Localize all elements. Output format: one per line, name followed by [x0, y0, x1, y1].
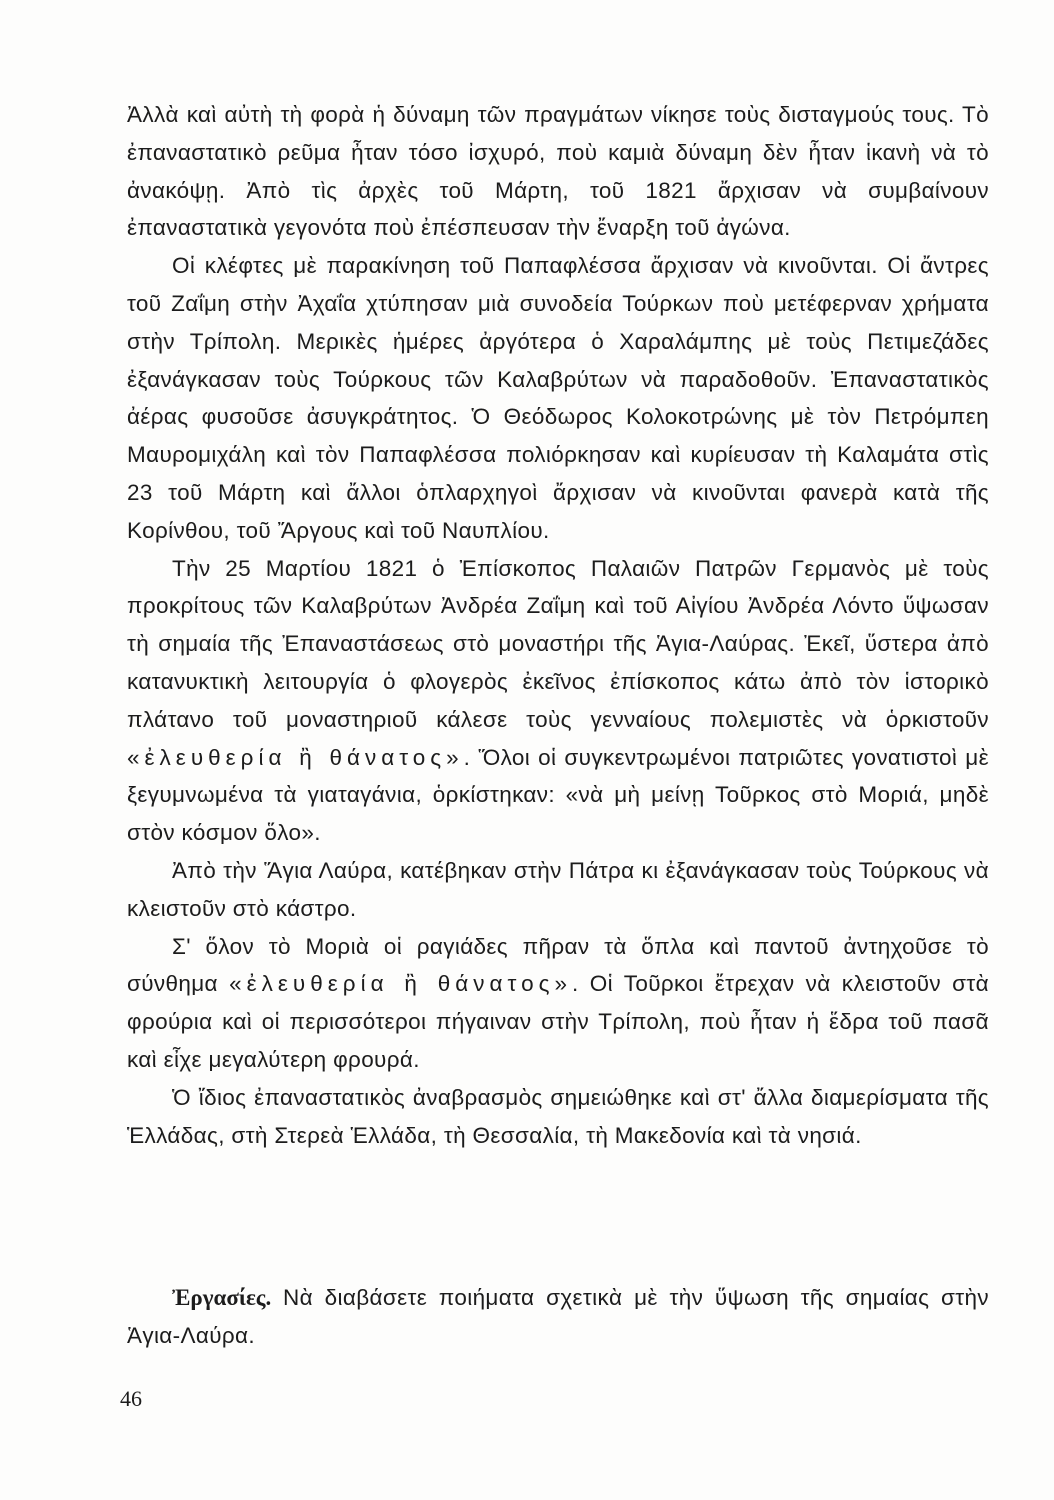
tasks-label: Ἐργασίες. — [172, 1285, 272, 1310]
paragraph-text: Ἀπὸ τὴν Ἅγια Λαύρα, κατέβηκαν στὴν Πάτρα κι ἐξανάγκασαν τοὺς Τούρκους νὰ κλειστοῦν στὸ κάστρο. — [127, 857, 989, 921]
paragraph-text: Ὁ ἴδιος ἐπαναστατικὸς ἀναβρασμὸς σημειώθηκε καὶ στ' ἄλλα διαμερίσματα τῆς Ἑλλάδας, στὴ Στερεὰ Ἑλλάδα, τὴ Θεσσαλία, τὴ Μακεδονία καὶ τὰ νησιά. — [127, 1084, 989, 1148]
paragraph-text: Σ' ὅλον τὸ Μοριὰ οἱ ραγιάδες πῆραν τὰ ὅπλα καὶ παντοῦ ἀντηχοῦσε τὸ σύνθημα — [127, 933, 989, 997]
paragraph — [127, 550, 989, 852]
paragraph-text: . Οἱ Τοῦρκοι ἔτρεχαν νὰ κλειστοῦν στὰ φρούρια καὶ οἱ περισσότεροι πήγαιναν στὴν Τρίπολη, ποὺ ἦταν ἡ ἕδρα τοῦ πασᾶ καὶ εἶχε μεγαλύτερη φρουρά. — [127, 971, 989, 1072]
paragraph-text: Οἱ κλέφτες μὲ παρακίνηση τοῦ Παπαφλέσσα ἄρχισαν νὰ κινοῦνται. Οἱ ἄντρες τοῦ Ζαΐμη στὴν Ἀχαΐα χτύπησαν μιὰ συνοδεία Τούρκων ποὺ μετέφερναν χρήματα στὴν Τρίπολη. Μερικὲς ἡμέρες ἀργότερα ὁ Χαραλάμπης μὲ τοὺς Πετιμεζάδες ἐξανάγκασαν τοὺς Τούρκους τῶν Καλαβρύτων νὰ παραδοθοῦν. Ἐπαναστατικὸς ἀέρας φυσοῦσε ἀσυγκράτητος. Ὁ Θεόδωρος Κολοκοτρώνης μὲ τὸν Πετρόμπεη Μαυρομιχάλη καὶ τὸν Παπαφλέσσα πολιόρκησαν καὶ κυρίευσαν τὴ Καλαμάτα στὶς 23 τοῦ Μάρτη καὶ ἄλλοι ὁπλαρχηγοὶ ἄρχισαν νὰ κινοῦνται φανερὰ κατὰ τῆς Κορίνθου, τοῦ Ἄργους καὶ τοῦ Ναυπλίου. — [127, 253, 989, 543]
spaced-motto: «ἐλευθερία ἢ θάνατος» — [229, 971, 572, 997]
paragraph — [127, 247, 989, 549]
tasks-text: Νὰ διαβάσετε ποιήματα σχετικὰ μὲ τὴν ὕψωση τῆς σημαίας στὴν Ἁγια-Λαύρα. — [127, 1285, 989, 1348]
paragraph — [127, 1079, 989, 1155]
main-text — [127, 96, 989, 1154]
paragraph-text: . Ὅλοι οἱ συγκεντρωμένοι πατριῶτες γονατιστοὶ μὲ ξεγυμνωμένα τὰ γιαταγάνια, ὁρκίστηκαν: «νὰ μὴ μείνῃ Τοῦρκος στὸ Μοριά, μηδὲ στὸν κόσμον ὅλο». — [127, 744, 989, 846]
paragraph — [127, 852, 989, 928]
spaced-motto: «ἐλευθερία ἢ θάνατος» — [127, 744, 464, 770]
page-number: 46 — [120, 1386, 142, 1411]
tasks-section — [127, 1279, 989, 1355]
paragraph — [127, 928, 989, 1079]
paragraph-text: Τὴν 25 Μαρτίου 1821 ὁ Ἐπίσκοπος Παλαιῶν Πατρῶν Γερμανὸς μὲ τοὺς προκρίτους τῶν Καλαβρύτων Ἀνδρέα Ζαΐμη καὶ τοῦ Αἰγίου Ἀνδρέα Λόντο ὕψωσαν τὴ σημαία τῆς Ἐπαναστάσεως στὸ μοναστήρι τῆς Ἁγια-Λαύρας. Ἐκεῖ, ὕστερα ἀπὸ κατανυκτικὴ λειτουργία ὁ φλογερὸς ἐκεῖνος ἐπίσκοπος κάτω ἀπὸ τὸν ἱστορικὸ πλάτανο τοῦ μοναστηριοῦ κάλεσε τοὺς γενναίους πολεμιστὲς νὰ ὁρκιστοῦν — [127, 555, 989, 732]
paragraph-text: Ἀλλὰ καὶ αὐτὴ τὴ φορὰ ἡ δύναμη τῶν πραγμάτων νίκησε τοὺς δισταγμούς τους. Τὸ ἐπαναστατικὸ ρεῦμα ἦταν τόσο ἰσχυρό, ποὺ καμιὰ δύναμη δὲν ἦταν ἱκανὴ νὰ τὸ ἀνακόψῃ. Ἀπὸ τὶς ἀρχὲς τοῦ Μάρτη, τοῦ 1821 ἄρχισαν νὰ συμβαίνουν ἐπαναστατικὰ γεγονότα ποὺ ἐπέσπευσαν τὴν ἔναρξη τοῦ ἀγώνα. — [127, 102, 989, 241]
paragraph — [127, 96, 989, 247]
